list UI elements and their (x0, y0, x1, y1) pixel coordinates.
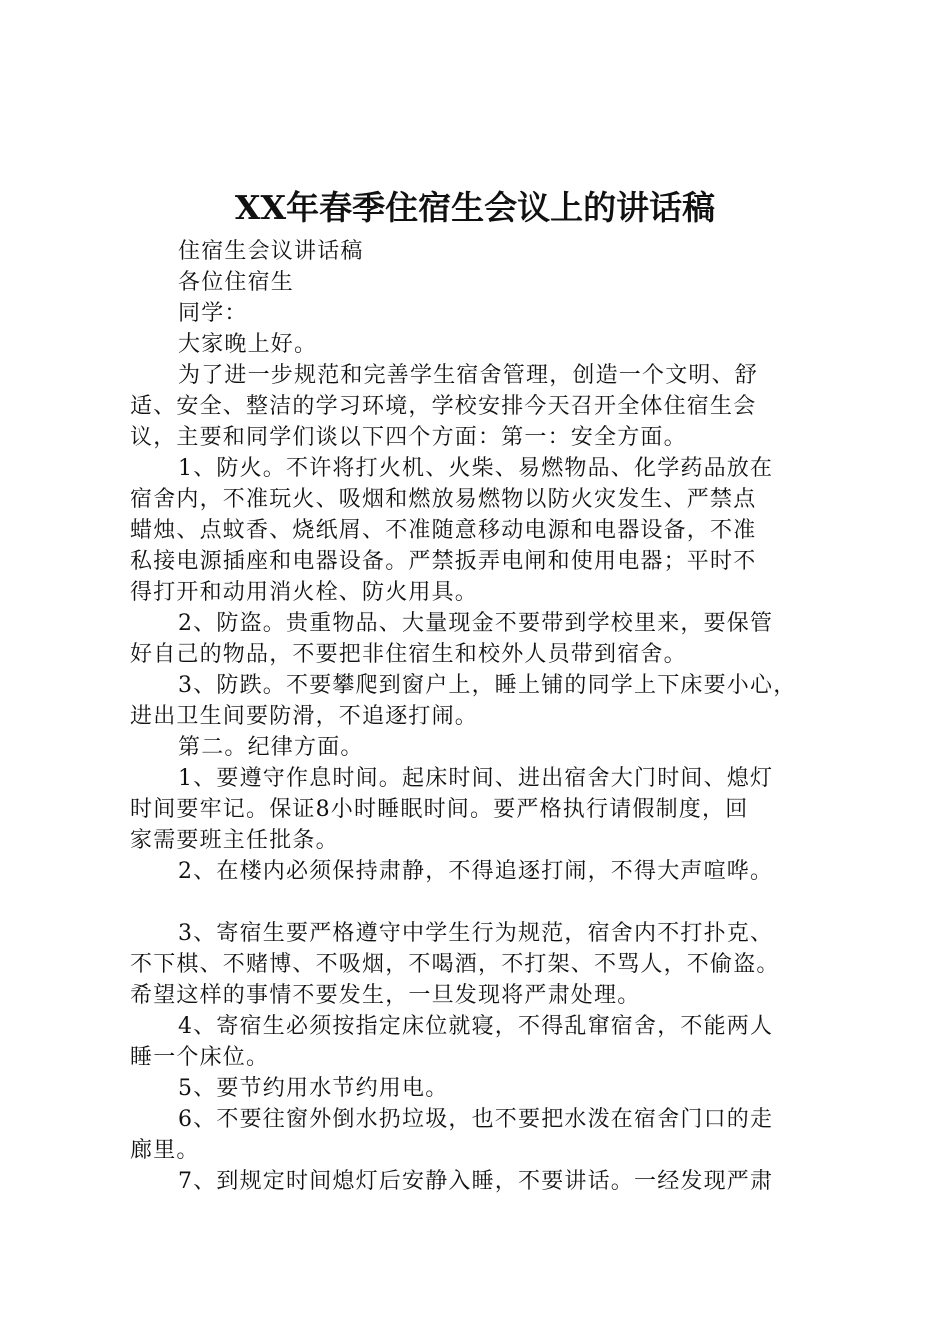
paragraph-line: 适、安全、整洁的学习环境，学校安排今天召开全体住宿生会 (130, 394, 757, 419)
paragraph-line: 不下棋、不赌博、不吸烟，不喝酒，不打架、不骂人，不偷盗。 (130, 952, 780, 977)
paragraph-line: 家需要班主任批条。 (130, 828, 339, 853)
blank-line (130, 887, 850, 918)
paragraph-line: 7、到规定时间熄灯后安静入睡，不要讲话。一经发现严肃 (178, 1169, 774, 1194)
document-body (130, 236, 850, 1197)
paragraph-line: 2、在楼内必须保持肃静，不得追逐打闹，不得大声喧哗。 (178, 859, 774, 884)
paragraph-line: 得打开和动用消火栓、防火用具。 (130, 580, 479, 605)
paragraph-line: 为了进一步规范和完善学生宿舍管理，创造一个文明、舒 (178, 363, 759, 388)
paragraph-line: 2、防盗。贵重物品、大量现金不要带到学校里来，要保管 (178, 611, 774, 636)
paragraph-line: 第二。纪律方面。 (178, 735, 364, 760)
paragraph-line: 3、寄宿生要严格遵守中学生行为规范，宿舍内不打扑克、 (178, 921, 774, 946)
paragraph-line: 廊里。 (130, 1138, 200, 1163)
paragraph-line: 1、要遵守作息时间。起床时间、进出宿舍大门时间、熄灯 (178, 766, 774, 791)
paragraph-line: 大家晚上好。 (178, 332, 318, 357)
document-title: XX年春季住宿生会议上的讲话稿 (234, 188, 716, 227)
paragraph-line: 1、防火。不许将打火机、火柴、易燃物品、化学药品放在 (178, 456, 774, 481)
paragraph-line: 希望这样的事情不要发生，一旦发现将严肃处理。 (130, 983, 641, 1008)
paragraph-line: 私接电源插座和电器设备。严禁扳弄电闸和使用电器；平时不 (130, 549, 757, 574)
paragraph-line: 议，主要和同学们谈以下四个方面：第一：安全方面。 (130, 425, 687, 450)
paragraph-line: 蜡烛、点蚊香、烧纸屑、不准随意移动电源和电器设备，不准 (130, 518, 757, 543)
paragraph-line: 5、要节约用水节约用电。 (178, 1076, 449, 1101)
paragraph-line: 睡一个床位。 (130, 1045, 270, 1070)
paragraph-line: 进出卫生间要防滑，不追逐打闹。 (130, 704, 479, 729)
paragraph-line: 时间要牢记。保证8小时睡眠时间。要严格执行请假制度，回 (130, 797, 749, 822)
paragraph-line: 宿舍内，不准玩火、吸烟和燃放易燃物以防火灾发生、严禁点 (130, 487, 757, 512)
paragraph-line: 4、寄宿生必须按指定床位就寝，不得乱窜宿舍，不能两人 (178, 1014, 774, 1039)
paragraph-line: 6、不要往窗外倒水扔垃圾，也不要把水泼在宿舍门口的走 (178, 1107, 774, 1132)
paragraph-line: 同学： (178, 301, 248, 326)
paragraph-line: 住宿生会议讲话稿 (178, 239, 364, 264)
paragraph-line: 好自己的物品，不要把非住宿生和校外人员带到宿舍。 (130, 642, 687, 667)
paragraph-line: 3、防跌。不要攀爬到窗户上，睡上铺的同学上下床要小心， (178, 673, 797, 698)
paragraph-line: 各位住宿生 (178, 270, 295, 295)
